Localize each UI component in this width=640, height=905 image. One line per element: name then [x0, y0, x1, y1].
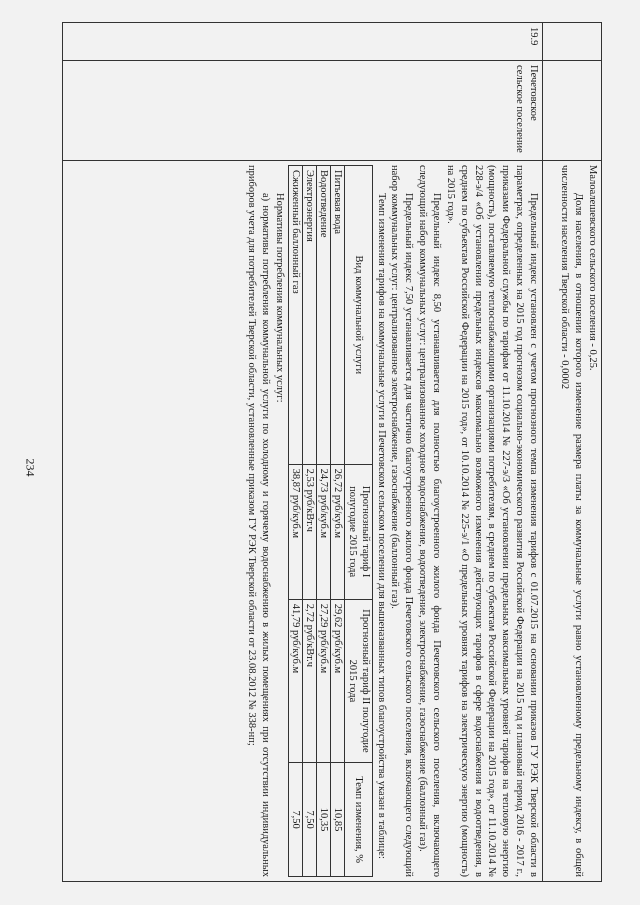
- tariff-h2: 27,29 руб/куб.м: [317, 599, 331, 763]
- paragraph: Предельный индекс 8,50 устанавливается для полностью благоустроенного жилого фонда Печетовского сельского поселения, включающего следующий набор коммунальных услуг: централизованное холодное водоснабжение, водоотведение, электроснабжение, газоснабжение (баллонный газ).: [417, 165, 442, 877]
- service-name: Водоотведение: [317, 166, 331, 465]
- tariff-h1: 24,73 руб/куб.м: [317, 464, 331, 599]
- paragraph: Предельный индекс установлен с учетом прогнозного темпа изменения тарифов с 01.07.2015 на основании приказов ГУ РЭК Тверской области в параметрах, определенных на 2015 год прогнозом социально-экономического развития Российской Федерации на 2015 год и плановый период 2016 - 2017 г., приказами Федеральной службы по тарифам от 11.10.2014 № 227-э/3 «Об установлении предельных максимальных уровней тарифов на тепловую энергию (мощность), поставляемую теплоснабжающими организациями потребителям, в среднем по субъектам Российской Федерации на 2015 год», от 11.10.2014 № 228-э/4 «Об установлении предельных индексов максимально возможного изменения действующих тарифов в сфере водоснабжения и водоотведения, в среднем по субъектам Российской Федерации на 2015 год», от 10.10.2014 № 225-э/1 «О предельных уровнях тарифов на электрическую энергию (мощность) на 2015 год».: [444, 165, 539, 877]
- service-name: Питьевая вода: [331, 166, 345, 465]
- change-rate: 10,35: [317, 763, 331, 877]
- empty-cell: [543, 61, 602, 161]
- table-row: [63, 23, 543, 882]
- column-header: Прогнозный тариф II полугодие 2015 года: [345, 599, 372, 763]
- tariff-table: [288, 165, 373, 877]
- tariff-row: [288, 166, 302, 877]
- tariff-h1: 38,87 руб/куб.м: [288, 464, 302, 599]
- text-line: Малоалешевского сельского поселения - 0,25.: [587, 165, 598, 371]
- tariff-h1: 26,72 руб/куб.м: [331, 464, 345, 599]
- norms-text: а) нормативы потребления коммунальной услуги по холодному и горячему водоснабжению в жилых помещениях при отсутствии индивидуальных приборов учета для потребителей Тверской области, установленные приказом ГУ РЭК Тверской области от 23.08.2012 № 338-нп;: [246, 165, 272, 877]
- tariff-row: [303, 166, 317, 877]
- paragraph: Предельный индекс 7,50 устанавливается для частично благоустроенного жилого фонда Печетовского сельского поселения, включающего следующий набор коммунальных услуг: централизованное электроснабжение, газоснабжение (баллонный газ).: [389, 165, 415, 877]
- rotated-page: [62, 22, 602, 882]
- service-name: Сжиженный баллонный газ: [288, 166, 302, 465]
- tariff-header-row: [345, 166, 372, 877]
- empty-cell: [543, 23, 602, 61]
- change-rate: 10,85: [331, 763, 345, 877]
- document-sheet: [62, 22, 602, 882]
- table-row: [543, 23, 602, 882]
- tariff-row: [331, 166, 345, 877]
- row-number: 19.9: [63, 23, 543, 61]
- page-number: 234: [23, 458, 38, 477]
- change-rate: 7,50: [288, 763, 302, 877]
- paragraph: Темп изменения тарифов на коммунальные услуги в Печетовском сельском поселении для вышеназванных типов благоустройства указан в таблице:: [375, 193, 387, 859]
- service-name: Электроэнергия: [303, 166, 317, 465]
- tariff-h2: 29,62 руб/куб.м: [331, 599, 345, 763]
- main-table: [62, 22, 602, 882]
- norms-heading: Нормативы потребления коммунальных услуг:: [273, 193, 285, 403]
- tariff-row: [317, 166, 331, 877]
- tariff-h2: 2,72 руб/кВт.ч: [303, 599, 317, 763]
- settlement-name: Печетовское сельское поселение: [63, 61, 543, 161]
- settlement-content: [63, 161, 543, 882]
- change-rate: 7,50: [303, 763, 317, 877]
- previous-entry-tail: [543, 161, 602, 882]
- tariff-h1: 2,53 руб/кВт.ч: [303, 464, 317, 599]
- column-header: Вид коммунальной услуги: [345, 166, 372, 465]
- column-header: Прогнозный тариф I полугодие 2015 года: [345, 464, 372, 599]
- text-line: Доля населения, в отношении которого изменение размера платы за коммунальные услуги равно установленному предельному индексу, в общей численности населения Тверской области - 0,0002: [559, 165, 585, 877]
- tariff-h2: 41,79 руб/куб.м: [288, 599, 302, 763]
- column-header: Темп изменения, %: [345, 763, 372, 877]
